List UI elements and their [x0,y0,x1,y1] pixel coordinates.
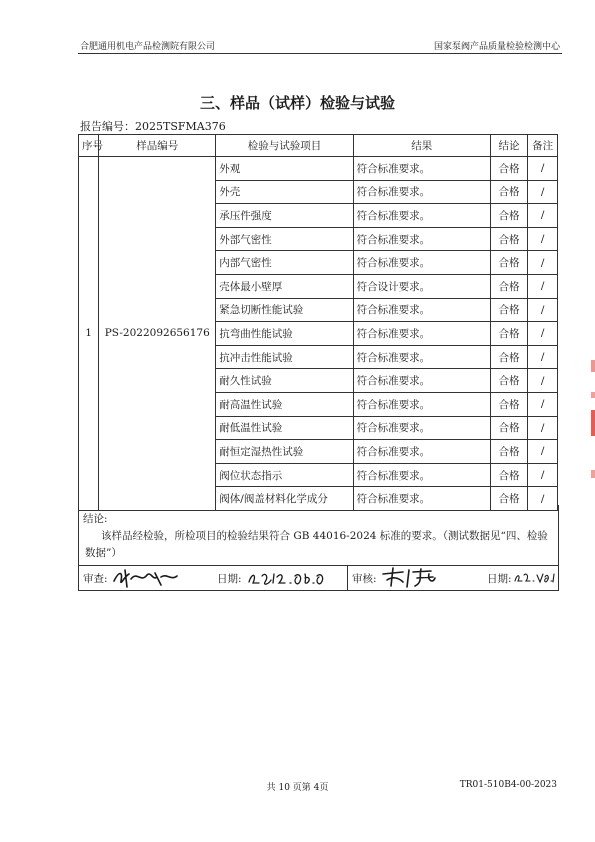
result-cell: 符合标准要求。 [353,345,490,369]
item-cell: 抗冲击性能试验 [216,345,353,369]
note-cell: / [528,298,558,322]
note-cell: / [528,463,558,487]
note-cell: / [528,227,558,251]
conclusion-cell: 合格 [490,322,527,346]
item-cell: 内部气密性 [216,251,353,275]
item-cell: 阀体/阀盖材料化学成分 [216,487,353,511]
conclusion-cell: 合格 [490,463,527,487]
conclusion-cell: 合格 [490,416,527,440]
stamp-edge-mark [591,410,595,436]
result-cell: 符合标准要求。 [353,463,490,487]
sample-no-cell: PS-2022092656176 [99,157,216,511]
col-header-seq: 序号 [79,135,99,157]
conclusion-box [78,505,559,566]
table-row [79,157,558,181]
note-cell: / [528,322,558,346]
result-cell: 符合标准要求。 [353,251,490,275]
note-cell: / [528,180,558,204]
conclusion-cell: 合格 [490,345,527,369]
conclusion-cell: 合格 [490,180,527,204]
report-number: 报告编号：2025TSFMA376 [80,120,226,133]
note-cell: / [528,251,558,275]
item-cell: 耐久性试验 [216,369,353,393]
conclusion-cell: 合格 [490,392,527,416]
item-cell: 耐低温性试验 [216,416,353,440]
header-center-name: 国家泵阀产品质量检验检测中心 [433,42,560,52]
document-code: TR01-510B4-00-2023 [459,780,557,790]
table-header-row [79,135,558,157]
col-header-result: 结果 [353,135,490,157]
note-cell: / [528,157,558,181]
note-cell: / [528,204,558,228]
item-cell: 承压件强度 [216,204,353,228]
col-header-note: 备注 [528,135,558,157]
item-cell: 紧急切断性能试验 [216,298,353,322]
conclusion-cell: 合格 [490,440,527,464]
item-cell: 耐高温性试验 [216,392,353,416]
conclusion-cell: 合格 [490,298,527,322]
conclusion-cell: 合格 [490,487,527,511]
result-cell: 符合标准要求。 [353,157,490,181]
result-cell: 符合标准要求。 [353,392,490,416]
item-cell: 抗弯曲性能试验 [216,322,353,346]
result-cell: 符合标准要求。 [353,298,490,322]
stamp-edge-mark [591,392,595,398]
conclusion-cell: 合格 [490,369,527,393]
header-divider [78,53,562,54]
stamp-edge-mark [591,470,595,478]
reviewer-signature [111,567,181,589]
result-cell: 符合标准要求。 [353,369,490,393]
result-cell: 符合设计要求。 [353,274,490,298]
note-cell: / [528,392,558,416]
page-number: 共 10 页第 4页 [266,783,329,793]
conclusion-cell: 合格 [490,251,527,275]
result-cell: 符合标准要求。 [353,227,490,251]
item-cell: 外观 [216,157,353,181]
stamp-edge-mark [591,360,595,372]
conclusion-cell: 合格 [490,157,527,181]
note-cell: / [528,345,558,369]
conclusion-text: 该样品经检验，所检项目的检验结果符合 GB 44016-2024 标准的要求。（测试数据见“四、检验数据”） [85,530,548,559]
signature-divider [347,566,348,590]
signature-row [78,565,559,591]
conclusion-cell: 合格 [490,204,527,228]
seq-cell: 1 [79,157,99,511]
approve-date-handwritten [513,569,557,587]
table-body [79,157,558,511]
note-cell: / [528,416,558,440]
col-header-conclusion: 结论 [490,135,527,157]
approve-label: 审核: [352,573,377,585]
approve-date-label: 日期: [487,573,512,585]
conclusion-label: 结论: [83,513,108,525]
note-cell: / [528,487,558,511]
item-cell: 耐恒定湿热性试验 [216,440,353,464]
note-cell: / [528,274,558,298]
result-cell: 符合标准要求。 [353,440,490,464]
inspection-table [78,134,558,511]
result-cell: 符合标准要求。 [353,204,490,228]
col-header-item: 检验与试验项目 [216,135,353,157]
col-header-sample-no: 样品编号 [99,135,216,157]
section-title: 三、样品（试样）检验与试验 [199,94,395,112]
review-label: 审查: [83,573,108,585]
header-company: 合肥通用机电产品检测院有限公司 [80,42,216,52]
note-cell: / [528,440,558,464]
note-cell: / [528,369,558,393]
item-cell: 外壳 [216,180,353,204]
item-cell: 阀位状态指示 [216,463,353,487]
result-cell: 符合标准要求。 [353,487,490,511]
conclusion-cell: 合格 [490,274,527,298]
conclusion-cell: 合格 [490,227,527,251]
item-cell: 外部气密性 [216,227,353,251]
result-cell: 符合标准要求。 [353,322,490,346]
approver-signature [379,566,439,589]
review-date-label: 日期: [217,573,242,585]
result-cell: 符合标准要求。 [353,416,490,440]
result-cell: 符合标准要求。 [353,180,490,204]
item-cell: 壳体最小壁厚 [216,274,353,298]
review-date-handwritten [247,568,327,588]
